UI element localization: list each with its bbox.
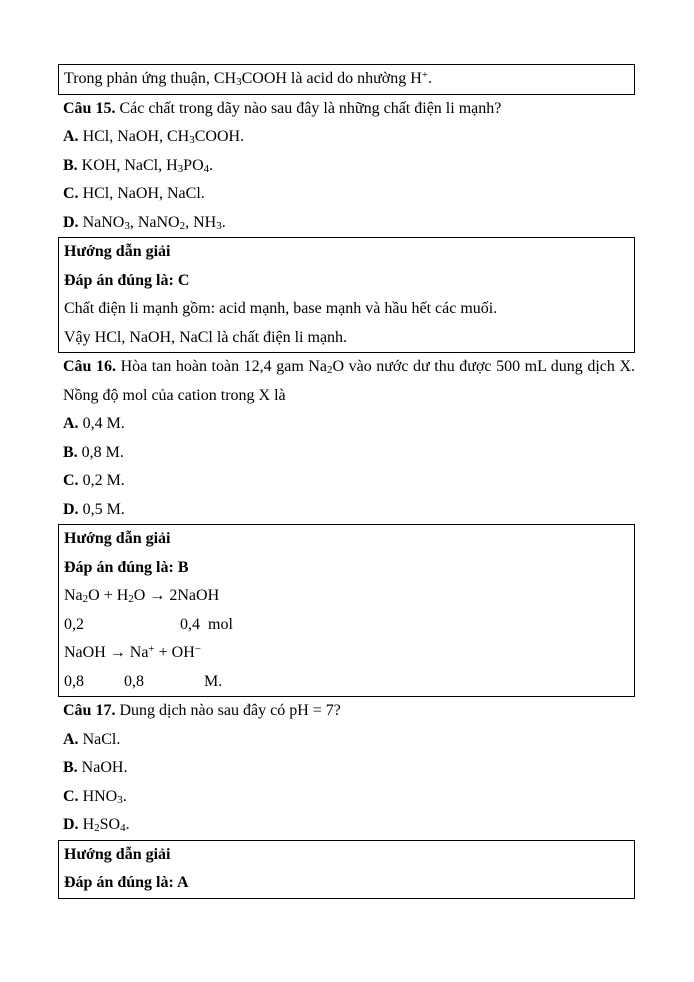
option-label: D.	[63, 816, 79, 833]
option-label: C.	[63, 472, 79, 489]
q15-solution-box	[58, 237, 635, 353]
option-text: KOH, NaCl, $H_3PO_4$.	[81, 156, 214, 175]
solution-answer: Đáp án đúng là: A	[64, 874, 189, 891]
statement-line: Trong phản ứng thuận, $CH_3COOH$ là acid do nhường H+.	[64, 69, 433, 89]
question-16	[63, 353, 635, 410]
q17-option-d	[63, 811, 635, 840]
statement-box	[58, 64, 635, 95]
question-16-number: Câu 16.	[63, 358, 117, 375]
solution-equation: NaOH → Na+ + OH−	[64, 643, 201, 661]
option-text: 0,2 M.	[82, 472, 125, 489]
solution-equation: $Na_2O + H_2O$ → 2NaOH	[64, 587, 220, 606]
option-text: 0,8 M.	[81, 443, 124, 461]
q16-option-a	[63, 410, 635, 439]
solution-heading: Hướng dẫn giải	[64, 845, 171, 863]
question-16-text: Hòa tan hoàn toàn 12,4 gam $Na_2O$ vào nước dư thu được 500 mL dung dịch X. Nồng độ mol của cation trong X là	[63, 358, 636, 404]
question-17-text: Dung dịch nào sau đây có pH = 7?	[119, 702, 341, 719]
option-text: 0,5 M.	[82, 500, 125, 518]
q15-option-c	[63, 180, 635, 209]
option-text: $H_2SO_4$.	[82, 816, 130, 835]
question-15	[63, 95, 635, 124]
option-text: HCl, NaOH, NaCl.	[82, 185, 205, 202]
q17-option-b	[63, 754, 635, 783]
option-label: B.	[63, 443, 78, 461]
q16-option-c	[63, 467, 635, 496]
option-text: NaNO$_3$, NaNO$_2$, $NH_3$.	[82, 213, 226, 232]
option-label: B.	[63, 759, 78, 776]
question-17	[63, 697, 635, 726]
option-text: 0,4 M.	[82, 415, 125, 432]
option-label: A.	[63, 415, 79, 432]
option-text: HCl, NaOH, $CH_3COOH$.	[82, 128, 245, 147]
solution-mol-line: 0,2 0,4 mol	[64, 615, 233, 633]
option-text: $HNO_3$.	[82, 787, 127, 806]
solution-mol-line: 0,8 0,8 M.	[64, 672, 223, 690]
q16-solution-box	[58, 524, 635, 697]
q16-option-b	[63, 439, 635, 468]
question-15-text: Các chất trong dãy nào sau đây là những chất điện li mạnh?	[119, 99, 502, 117]
q15-option-b	[63, 152, 635, 181]
q17-solution-box	[58, 840, 635, 899]
q17-option-c	[63, 783, 635, 812]
option-label: B.	[63, 156, 78, 174]
q15-option-a	[63, 123, 635, 152]
option-label: C.	[63, 787, 79, 805]
option-label: C.	[63, 185, 79, 202]
solution-line: Chất điện li mạnh gồm: acid mạnh, base mạnh và hầu hết các muối.	[64, 300, 498, 317]
q17-option-a	[63, 726, 635, 755]
q16-option-d	[63, 496, 635, 525]
solution-answer: Đáp án đúng là: C	[64, 271, 190, 289]
solution-line: Vậy HCl, NaOH, NaCl là chất điện li mạnh.	[64, 328, 348, 346]
solution-heading: Hướng dẫn giải	[64, 530, 171, 547]
option-label: A.	[63, 730, 79, 748]
option-label: D.	[63, 500, 79, 518]
question-15-number: Câu 15.	[63, 99, 116, 117]
solution-answer: Đáp án đúng là: B	[64, 558, 189, 576]
q15-option-d	[63, 209, 635, 238]
option-text: NaCl.	[82, 730, 121, 748]
question-17-number: Câu 17.	[63, 702, 116, 719]
option-label: A.	[63, 128, 79, 145]
option-label: D.	[63, 213, 79, 231]
solution-heading: Hướng dẫn giải	[64, 243, 171, 260]
option-text: NaOH.	[81, 759, 128, 776]
